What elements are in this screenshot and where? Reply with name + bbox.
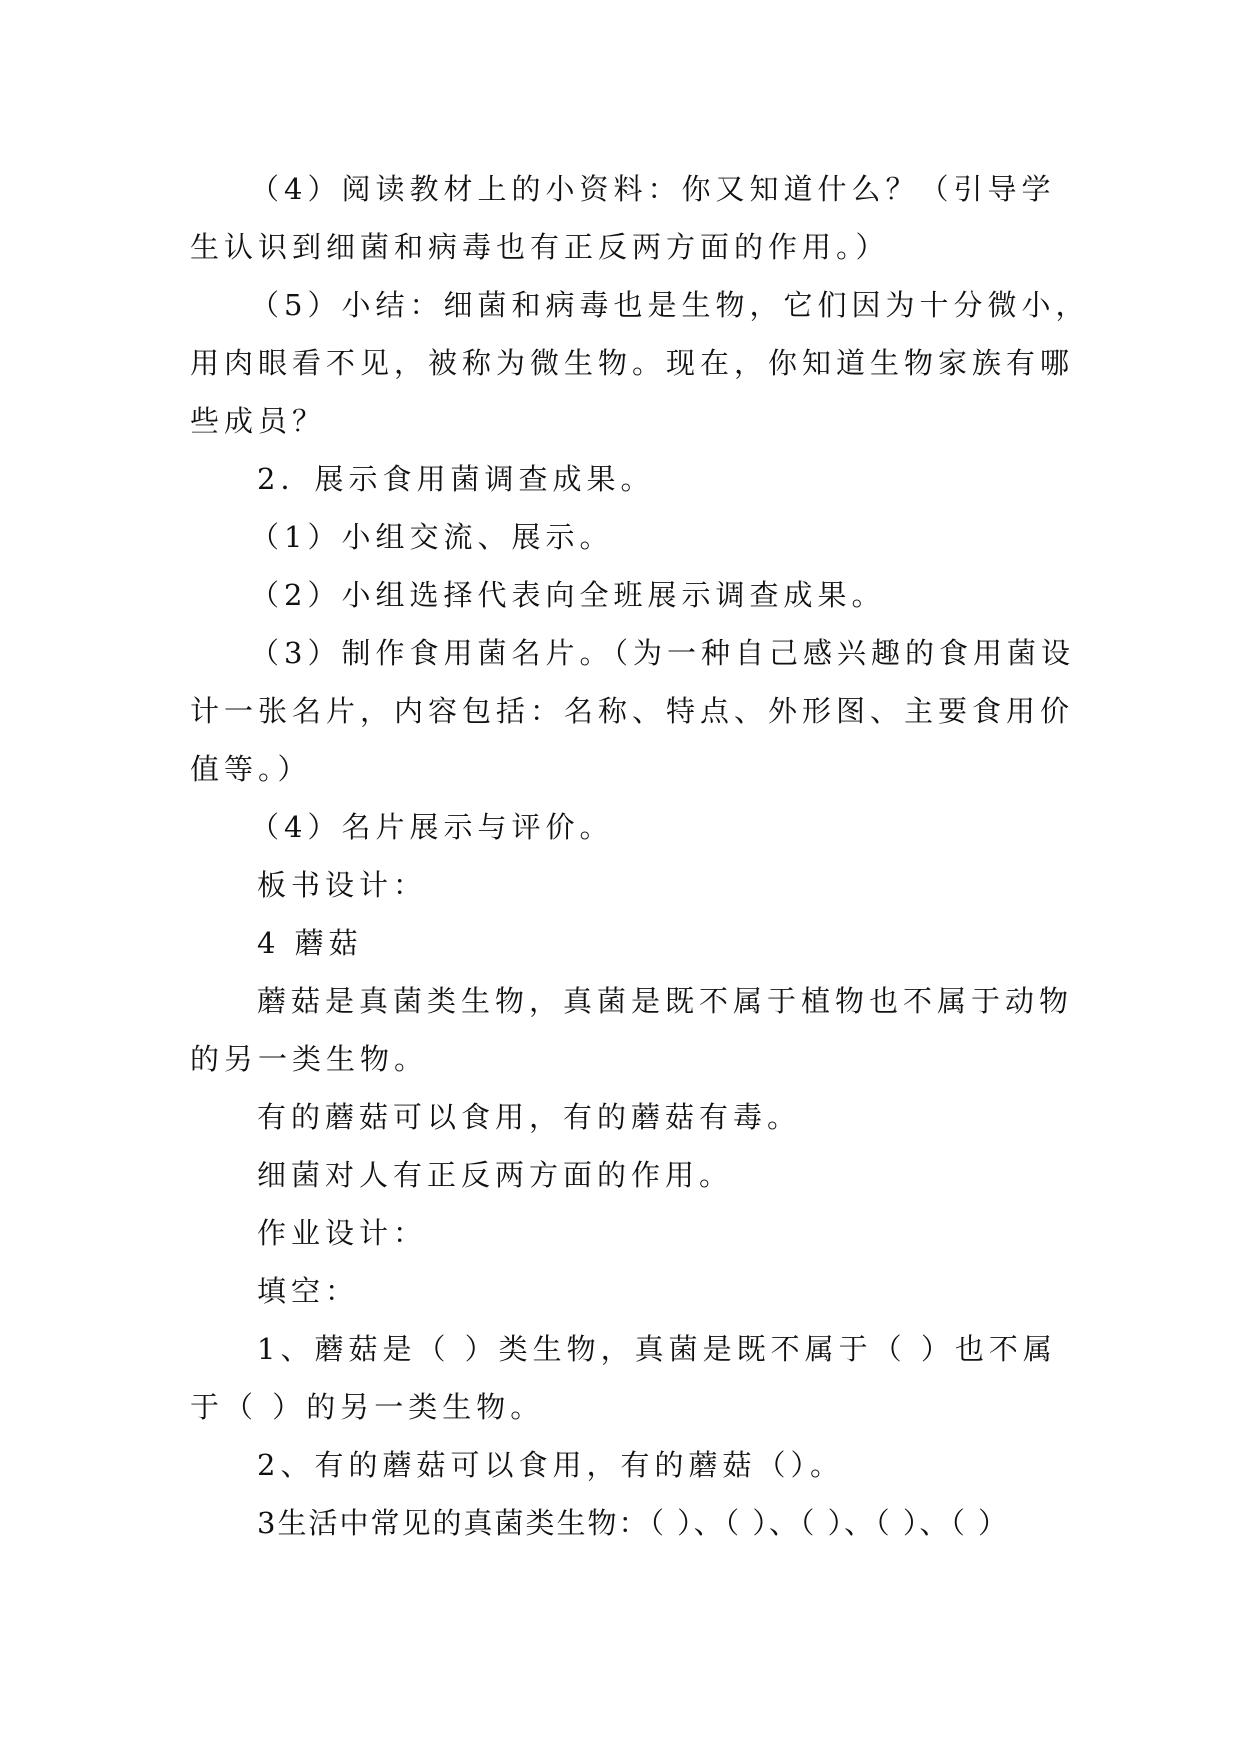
exercise-line: 1、蘑菇是（ ）类生物，真菌是既不属于（ ）也不属 [257, 1332, 1057, 1366]
exercise-line: 3生活中常见的真菌类生物：（ ）、（ ）、（ ）、（ ）、（ ） [257, 1506, 1010, 1540]
exercise-line: 于（ ）的另一类生物。 [190, 1390, 545, 1424]
text-line: （3）制作食用菌名片。（为一种自己感兴趣的食用菌设 [250, 636, 1075, 670]
section-heading: 板书设计： [257, 868, 428, 902]
text-line: 蘑菇是真菌类生物，真菌是既不属于植物也不属于动物 [257, 984, 1074, 1018]
text-line: 有的蘑菇可以食用，有的蘑菇有毒。 [257, 1100, 802, 1134]
text-line: （4）阅读教材上的小资料：你又知道什么？（引导学 [250, 172, 1056, 206]
text-line: 些成员？ [190, 404, 327, 438]
text-line: 的另一类生物。 [190, 1042, 429, 1076]
exercise-line: 2、有的蘑菇可以食用，有的蘑菇（）。 [257, 1448, 844, 1482]
text-line: 用肉眼看不见，被称为微生物。现在，你知道生物家族有哪 [190, 346, 1075, 380]
section-heading: 作业设计： [257, 1216, 428, 1250]
text-line: （4）名片展示与评价。 [250, 810, 614, 844]
text-line: 细菌对人有正反两方面的作用。 [257, 1158, 734, 1192]
text-line: （1）小组交流、展示。 [250, 520, 614, 554]
document-body [190, 160, 1090, 1552]
text-line: 计一张名片，内容包括：名称、特点、外形图、主要食用价 [190, 694, 1075, 728]
text-line: 值等。） [190, 752, 312, 786]
text-line: 生认识到细菌和病毒也有正反两方面的作用。） [190, 230, 890, 264]
board-title: 4 蘑菇 [257, 926, 363, 960]
section-heading: 2．展示食用菌调查成果。 [257, 462, 655, 496]
text-line: （2）小组选择代表向全班展示调查成果。 [250, 578, 886, 612]
text-line: （5）小结：细菌和病毒也是生物，它们因为十分微小， [250, 288, 1090, 322]
section-heading: 填空： [257, 1274, 360, 1308]
